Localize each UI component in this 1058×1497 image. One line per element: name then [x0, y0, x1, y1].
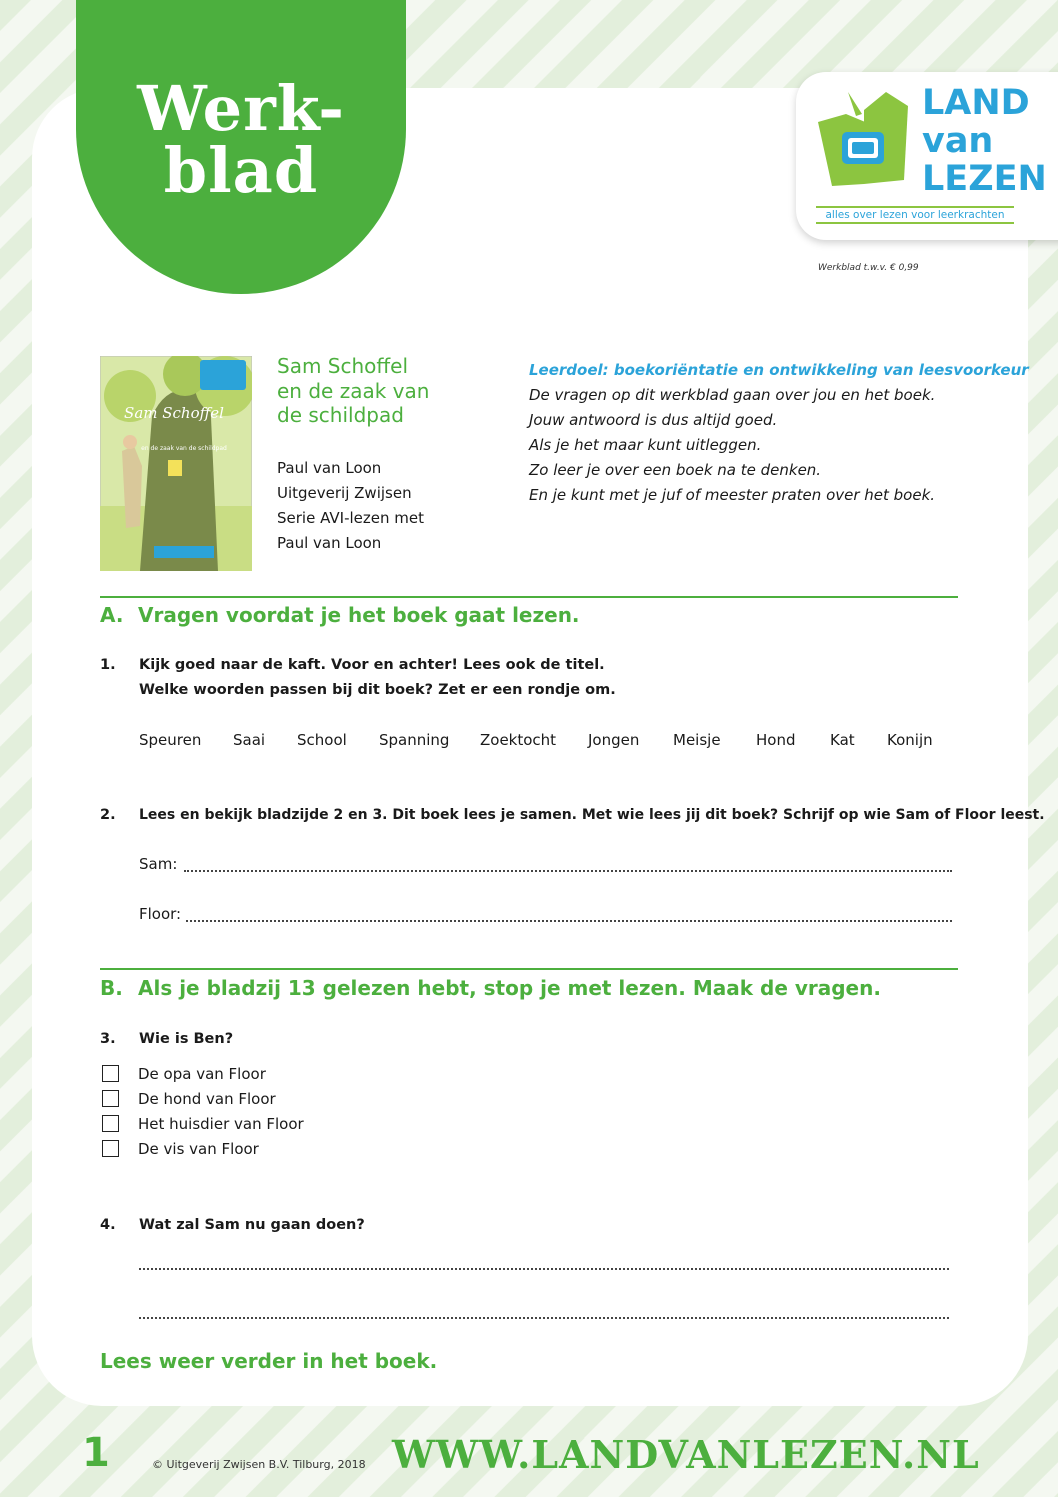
word-option-zoektocht[interactable]: Zoektocht [480, 731, 557, 749]
section-b-text: Als je bladzij 13 gelezen hebt, stop je met lezen. Maak de vragen. [138, 976, 881, 1000]
closing-instruction: Lees weer verder in het boek. [100, 1349, 438, 1373]
website-link[interactable]: WWW.LANDVANLEZEN.NL [392, 1432, 980, 1477]
word-option-hond[interactable]: Hond [756, 731, 796, 749]
learning-goal-line: Zo leer je over een boek na te denken. [529, 461, 822, 479]
book-series-author: Paul van Loon [277, 534, 382, 552]
option-row[interactable] [102, 1115, 304, 1133]
word-option-spanning[interactable]: Spanning [379, 731, 450, 749]
option-label: De hond van Floor [138, 1090, 276, 1108]
question-1-line2: Welke woorden passen bij dit boek? Zet er een rondje om. [139, 682, 616, 698]
question-2-number: 2. [100, 807, 116, 823]
question-3-text: Wie is Ben? [139, 1031, 234, 1047]
section-a-title [100, 603, 580, 627]
checkbox[interactable] [102, 1115, 119, 1132]
book-title [277, 354, 477, 428]
logo-wordmark [922, 84, 1047, 198]
learning-goal-line: Als je het maar kunt uitleggen. [529, 436, 762, 454]
floor-label: Floor: [139, 905, 182, 923]
word-option-meisje[interactable]: Meisje [673, 731, 721, 749]
section-divider [100, 596, 958, 598]
word-option-speuren[interactable]: Speuren [139, 731, 202, 749]
logo-tagline: alles over lezen voor leerkrachten [816, 206, 1014, 224]
section-b-letter: B. [100, 976, 123, 1000]
question-2-text: Lees en bekijk bladzijde 2 en 3. Dit boek lees je samen. Met wie lees jij dit boek? Schrijf op wie Sam of Floor leest. [139, 807, 1045, 823]
page-title-line2: blad [163, 134, 319, 207]
page-number: 1 [82, 1430, 110, 1476]
book-title-line1: Sam Schoffel [277, 354, 409, 378]
logo-word-van: van [922, 121, 994, 161]
learning-goal-line: En je kunt met je juf of meester praten over het boek. [529, 486, 936, 504]
book-title-line3: de schildpad [277, 403, 404, 427]
option-label: De opa van Floor [138, 1065, 266, 1083]
section-b-title [100, 976, 881, 1000]
word-option-school[interactable]: School [297, 731, 347, 749]
book-publisher: Uitgeverij Zwijsen [277, 484, 412, 502]
option-row[interactable] [102, 1065, 266, 1083]
land-van-lezen-logo[interactable] [796, 72, 1058, 240]
question-1-line1: Kijk goed naar de kaft. Voor en achter! Lees ook de titel. [139, 657, 605, 673]
learning-goal-line: Jouw antwoord is dus altijd goed. [529, 411, 778, 429]
cover-subtitle: en de zaak van de schildpad [141, 445, 227, 452]
learning-goal-line: De vragen op dit werkblad gaan over jou en het boek. [529, 386, 936, 404]
section-a-letter: A. [100, 603, 124, 627]
checkbox[interactable] [102, 1090, 119, 1107]
checkbox[interactable] [102, 1065, 119, 1082]
question-3-number: 3. [100, 1031, 116, 1047]
learning-goal-heading: Leerdoel: boekoriëntatie en ontwikkeling van leesvoorkeur [529, 361, 1029, 379]
option-row[interactable] [102, 1090, 276, 1108]
question-4-number: 4. [100, 1217, 116, 1233]
book-cover-image [100, 356, 252, 571]
question-1-number: 1. [100, 657, 116, 673]
answer-line[interactable] [139, 1317, 949, 1319]
answer-line[interactable] [139, 1268, 949, 1270]
question-4-text: Wat zal Sam nu gaan doen? [139, 1217, 365, 1233]
book-meta [277, 456, 424, 556]
logo-word-lezen: LEZEN [922, 159, 1047, 199]
word-option-jongen[interactable]: Jongen [588, 731, 640, 749]
book-title-line2: en de zaak van [277, 378, 430, 403]
sam-answer-line[interactable] [184, 870, 952, 872]
option-row[interactable] [102, 1140, 259, 1158]
option-label: De vis van Floor [138, 1140, 259, 1158]
price-note: Werkblad t.w.v. € 0,99 [818, 263, 919, 273]
checkbox[interactable] [102, 1140, 119, 1157]
section-divider [100, 968, 958, 970]
cover-title: Sam Schoffel [124, 404, 224, 422]
section-a-text: Vragen voordat je het boek gaat lezen. [138, 603, 580, 627]
question-1-text [139, 653, 616, 703]
book-author: Paul van Loon [277, 459, 382, 477]
sam-label: Sam: [139, 855, 178, 873]
page-title [76, 72, 406, 207]
floor-answer-line[interactable] [186, 920, 952, 922]
word-option-saai[interactable]: Saai [233, 731, 266, 749]
word-option-konijn[interactable]: Konijn [887, 731, 933, 749]
option-label: Het huisdier van Floor [138, 1115, 304, 1133]
book-series: Serie AVI-lezen met [277, 509, 424, 527]
copyright: © Uitgeverij Zwijsen B.V. Tilburg, 2018 [152, 1458, 366, 1471]
tv-book-icon [816, 84, 916, 196]
logo-word-land: LAND [922, 83, 1030, 123]
word-option-kat[interactable]: Kat [830, 731, 855, 749]
learning-goal [529, 358, 1029, 508]
page-title-line1: Werk- [137, 72, 345, 145]
